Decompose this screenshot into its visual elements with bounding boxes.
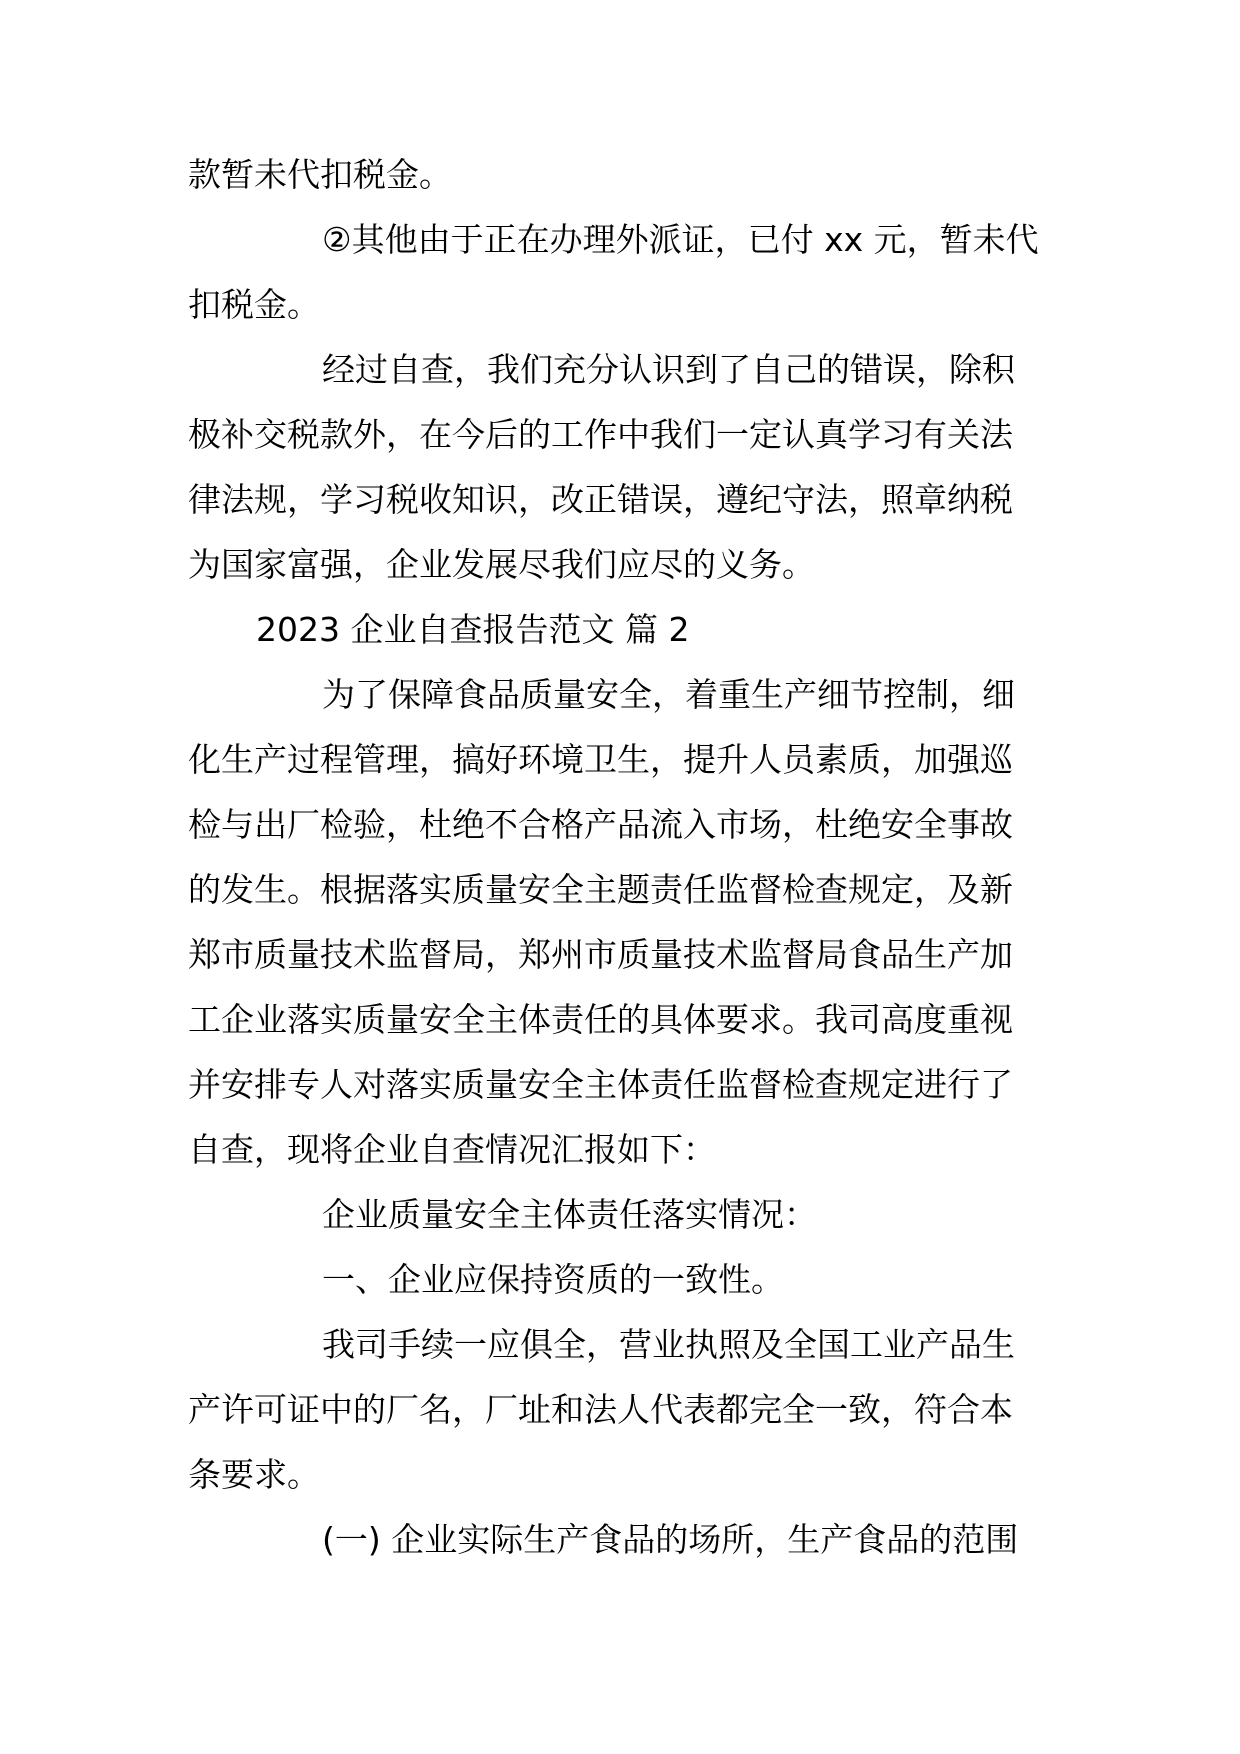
section-heading: 2023 企业自查报告范文 篇 2 <box>256 610 690 649</box>
text-line: ②其他由于正在办理外派证，已付 xx 元，暂未代 <box>322 220 1039 259</box>
text-line: 并安排专人对落实质量安全主体责任监督检查规定进行了 <box>188 1065 1013 1104</box>
text-line: 产许可证中的厂名，厂址和法人代表都完全一致，符合本 <box>188 1390 1013 1429</box>
text-line: 律法规，学习税收知识，改正错误，遵纪守法，照章纳税 <box>188 480 1013 519</box>
text-line: 为了保障食品质量安全，着重生产细节控制，细 <box>322 675 1015 714</box>
text-line: 化生产过程管理，搞好环境卫生，提升人员素质，加强巡 <box>188 740 1013 779</box>
text-line: 扣税金。 <box>188 285 320 324</box>
text-line: 经过自查，我们充分认识到了自己的错误，除积 <box>322 350 1015 389</box>
text-line: 企业质量安全主体责任落实情况： <box>322 1195 817 1234</box>
body-text <box>188 142 1068 1572</box>
text-line: (一) 企业实际生产食品的场所，生产食品的范围 <box>322 1520 1019 1559</box>
text-line: 为国家富强，企业发展尽我们应尽的义务。 <box>188 545 815 584</box>
text-line: 的发生。根据落实质量安全主题责任监督检查规定，及新 <box>188 870 1013 909</box>
text-line: 自查，现将企业自查情况汇报如下： <box>188 1130 716 1169</box>
text-line: 条要求。 <box>188 1455 320 1494</box>
text-line: 一、企业应保持资质的一致性。 <box>322 1260 784 1299</box>
text-line: 极补交税款外，在今后的工作中我们一定认真学习有关法 <box>188 415 1013 454</box>
text-line: 款暂未代扣税金。 <box>188 155 452 194</box>
text-line: 工企业落实质量安全主体责任的具体要求。我司高度重视 <box>188 1000 1013 1039</box>
text-line: 郑市质量技术监督局，郑州市质量技术监督局食品生产加 <box>188 935 1013 974</box>
text-line: 检与出厂检验，杜绝不合格产品流入市场，杜绝安全事故 <box>188 805 1013 844</box>
text-line: 我司手续一应俱全，营业执照及全国工业产品生 <box>322 1325 1015 1364</box>
